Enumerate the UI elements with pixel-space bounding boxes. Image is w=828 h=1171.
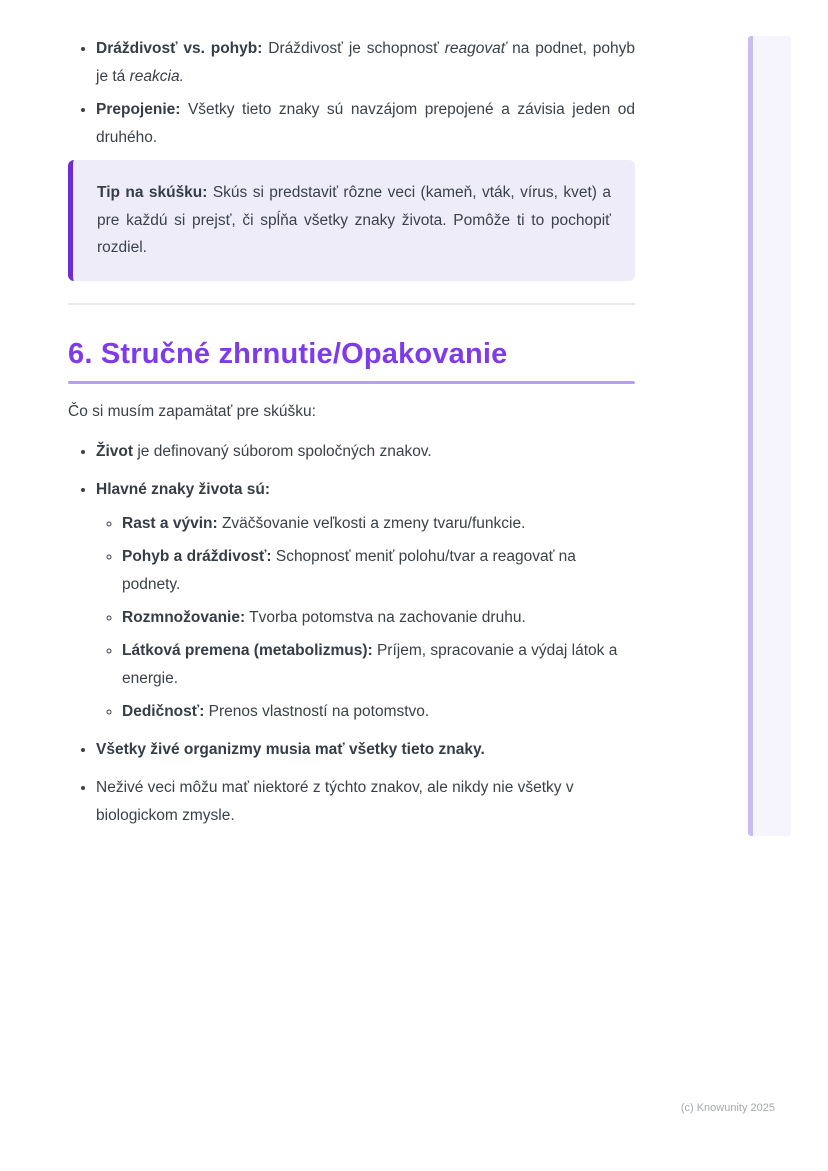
item-text: Zväčšovanie veľkosti a zmeny tvaru/funkcie. <box>217 514 526 532</box>
item-term: Rozmnožovanie: <box>122 608 246 626</box>
item-term: Prepojenie: <box>96 101 181 118</box>
item-term: Rast a vývin: <box>122 514 218 532</box>
document-content <box>68 30 635 840</box>
item-term: Život <box>96 442 134 460</box>
item-text: Neživé veci môžu mať niektoré z týchto znakov, ale nikdy nie všetky v biologickom zmysle. <box>96 778 574 824</box>
summary-list <box>68 438 635 830</box>
list-item-drazdivost-vs-pohyb <box>96 35 635 91</box>
tip-text <box>97 179 611 262</box>
nested-item-rozmnozovanie <box>122 604 635 632</box>
nested-item-pohyb <box>122 543 635 599</box>
nested-item-rast <box>122 510 635 538</box>
item-term: Látková premena (metabolizmus): <box>122 641 373 659</box>
page-edge-decoration <box>748 36 791 836</box>
tip-body: Skús si predstaviť rôzne veci (kameň, vták, vírus, kvet) a pre každú si prejsť, či spĺňa všetky znaky života. Pomôže ti to pochopiť rozdiel. <box>97 184 611 256</box>
tip-callout <box>68 160 635 281</box>
heading-underline <box>68 381 635 384</box>
item-text: Príjem, spracovanie a výdaj látok a energie. <box>122 641 618 687</box>
footer-copyright: (c) Knowunity 2025 <box>680 1102 775 1114</box>
item-term: Všetky živé organizmy musia mať všetky tieto znaky. <box>96 740 485 758</box>
summary-item-nezive-veci <box>96 774 635 830</box>
list-item-prepojenie <box>96 96 635 152</box>
item-text: Tvorba potomstva na zachovanie druhu. <box>245 608 526 626</box>
section-heading: 6. Stručné zhrnutie/Opakovanie <box>68 337 508 370</box>
nested-list <box>96 510 635 726</box>
section-divider <box>68 303 635 305</box>
item-term: Dráždivosť vs. pohyb: <box>96 40 263 57</box>
intro-text: Čo si musím zapamätať pre skúšku: <box>68 402 316 420</box>
item-term: Pohyb a dráždivosť: <box>122 547 272 565</box>
summary-item-hlavne-znaky <box>96 476 635 726</box>
item-italic: reagovať <box>444 40 507 57</box>
item-text: Schopnosť meniť polohu/tvar a reagovať na podnety. <box>122 547 576 593</box>
summary-item-zivot <box>96 438 635 466</box>
item-text: je definovaný súborom spoločných znakov. <box>133 442 432 460</box>
item-italic: reakcia. <box>129 68 184 85</box>
item-text: Všetky tieto znaky sú navzájom prepojené a závisia jeden od druhého. <box>96 101 635 146</box>
nested-item-dedicnost <box>122 698 635 726</box>
tip-label: Tip na skúšku: <box>97 184 208 201</box>
item-text: na podnet, pohyb je tá <box>96 40 635 85</box>
summary-item-vsetky-znaky <box>96 736 635 764</box>
item-term: Dedičnosť: <box>122 702 205 720</box>
bullet-list-top <box>68 35 635 152</box>
nested-item-latkova-premena <box>122 637 635 693</box>
item-text: Prenos vlastností na potomstvo. <box>204 702 430 720</box>
item-text: Dráždivosť je schopnosť <box>262 40 445 57</box>
item-term: Hlavné znaky života sú: <box>96 480 271 498</box>
